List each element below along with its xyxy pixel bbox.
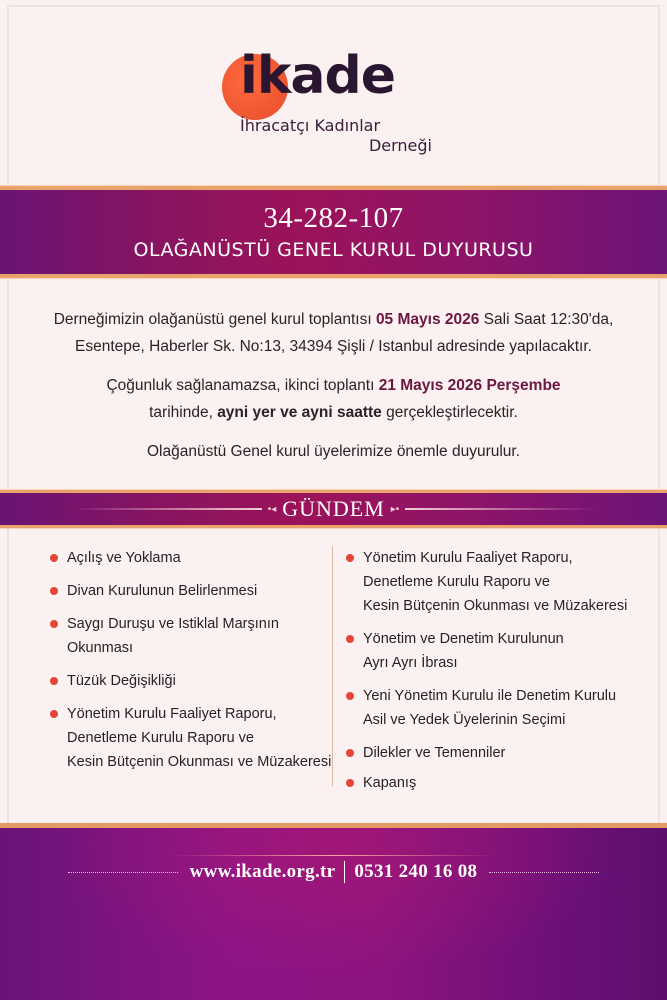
intro-paragraph-2-line2 xyxy=(20,399,647,426)
bullet-icon xyxy=(346,692,354,700)
dotted-divider xyxy=(489,872,599,873)
title-banner xyxy=(0,186,667,278)
announcement-text xyxy=(20,306,647,465)
bullet-icon xyxy=(346,635,354,643)
agenda-item-text: Kesin Bütçenin Okunması ve Müzakeresi xyxy=(363,598,628,614)
agenda-item xyxy=(50,612,332,660)
phone-number[interactable]: 0531 240 16 08 xyxy=(354,861,478,882)
agenda-item xyxy=(346,684,646,732)
decorative-line xyxy=(72,508,262,510)
logo-subtitle-line2: Derneği xyxy=(368,136,432,155)
meeting-date: 05 Mayıs 2026 xyxy=(375,311,480,328)
intro-paragraph-2 xyxy=(20,372,647,399)
bullet-icon xyxy=(50,710,58,718)
decorative-line xyxy=(405,508,595,510)
agenda-item-text: Yönetim ve Denetim Kurulunun xyxy=(363,631,564,647)
same-place-time: ayni yer ve ayni saatte xyxy=(217,404,382,421)
agenda-list xyxy=(0,546,667,806)
agenda-item-text: Asil ve Yedek Üyelerinin Seçimi xyxy=(363,712,566,728)
bullet-icon xyxy=(346,554,354,562)
agenda-item-text: Denetleme Kurulu Raporu ve xyxy=(363,574,550,590)
logo-wordmark: ikade xyxy=(240,46,395,106)
agenda-item-text: Yeni Yönetim Kurulu ile Denetim Kurulu xyxy=(363,688,617,704)
intro-text: tarihinde, xyxy=(149,404,218,421)
agenda-banner xyxy=(0,490,667,528)
agenda-item-text: Açılış ve Yoklama xyxy=(67,550,181,566)
agenda-item-text: Yönetim Kurulu Faaliyet Raporu, xyxy=(363,550,573,566)
agenda-item xyxy=(346,627,646,675)
bullet-icon xyxy=(50,554,58,562)
column-divider xyxy=(332,546,333,786)
agenda-item-text: Denetleme Kurulu Raporu ve xyxy=(67,730,254,746)
agenda-item xyxy=(50,669,332,693)
page-title: OLAĞANÜSTÜ GENEL KURUL DUYURUSU xyxy=(133,239,534,261)
agenda-item-text: Saygı Duruşu ve Istiklal Marşının xyxy=(67,616,279,632)
agenda-item-text: Divan Kurulunun Belirlenmesi xyxy=(67,583,258,599)
intro-text: Çoğunluk sağlanamazsa, ikinci toplantı xyxy=(106,377,379,394)
agenda-item-text: Dilekler ve Temenniler xyxy=(363,745,506,761)
intro-text: Sali Saat 12:30'da, xyxy=(479,311,614,328)
intro-paragraph-1 xyxy=(20,306,647,333)
agenda-item xyxy=(346,741,646,765)
bullet-icon xyxy=(346,749,354,757)
website-link[interactable]: www.ikade.org.tr xyxy=(189,861,336,882)
bullet-icon xyxy=(50,587,58,595)
decorative-line xyxy=(170,855,497,856)
registry-code: 34-282-107 xyxy=(263,202,404,234)
agenda-item-text: Yönetim Kurulu Faaliyet Raporu, xyxy=(67,706,277,722)
logo-subtitle-line1: İhracatçı Kadınlar xyxy=(240,116,381,135)
intro-text: gerçekleştirlecektir. xyxy=(381,404,518,421)
second-meeting-date: 21 Mayıs 2026 Perşembe xyxy=(378,377,561,394)
agenda-item-text: Okunması xyxy=(67,640,134,656)
ikade-logo xyxy=(222,46,432,167)
agenda-column-left xyxy=(50,546,332,774)
intro-text: Derneğimizin olağanüstü genel kurul toplantısı xyxy=(53,311,376,328)
agenda-column-right xyxy=(346,546,646,795)
agenda-item-text: Kapanış xyxy=(363,775,417,791)
agenda-item-text: Tüzük Değişikliği xyxy=(67,673,176,689)
dotted-divider xyxy=(68,872,178,873)
separator xyxy=(344,861,345,883)
intro-paragraph-3: Olağanüstü Genel kurul üyelerimize önemle duyurulur. xyxy=(146,443,521,460)
arrow-ornament-icon: •◂ xyxy=(267,503,277,515)
meeting-address: Esentepe, Haberler Sk. No:13, 34394 Şişli / Istanbul adresinde yapılacaktır. xyxy=(75,338,592,355)
agenda-item xyxy=(50,702,332,774)
agenda-heading: GÜNDEM xyxy=(282,496,385,521)
agenda-item xyxy=(346,771,646,795)
footer xyxy=(0,823,667,1000)
bullet-icon xyxy=(346,779,354,787)
agenda-item-text: Kesin Bütçenin Okunması ve Müzakeresi xyxy=(67,754,332,770)
agenda-item xyxy=(50,579,332,603)
agenda-item xyxy=(346,546,646,618)
bullet-icon xyxy=(50,620,58,628)
agenda-item xyxy=(50,546,332,570)
bullet-icon xyxy=(50,677,58,685)
arrow-ornament-icon: ▸• xyxy=(390,503,400,515)
agenda-item-text: Ayrı Ayrı İbrası xyxy=(363,655,458,671)
